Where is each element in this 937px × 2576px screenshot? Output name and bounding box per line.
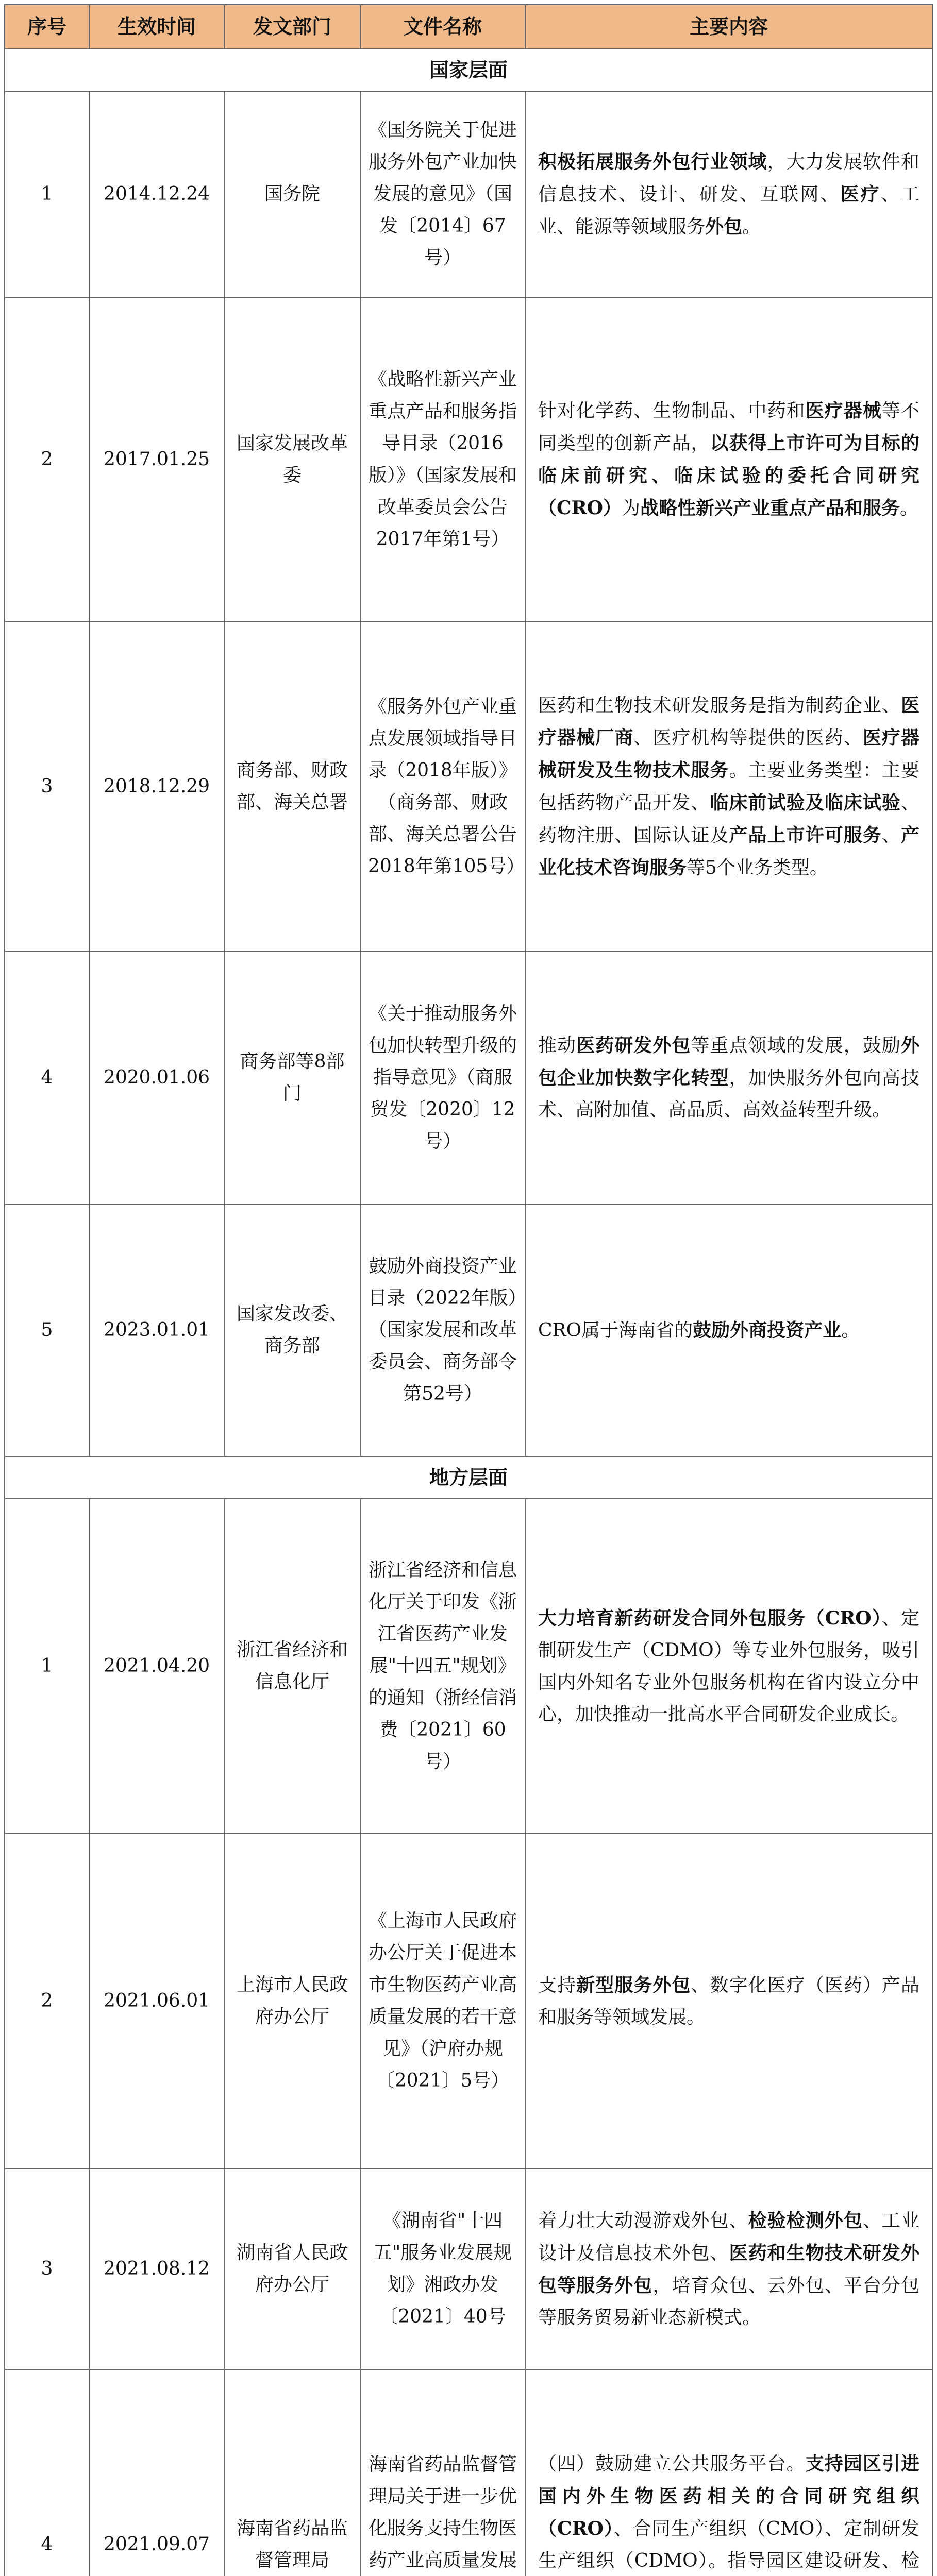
cell-doc: 海南省药品监督管理局关于进一步优化服务支持生物医药产业高质量发展: [360, 2369, 525, 2576]
cell-doc: 《国务院关于促进服务外包产业加快发展的意见》（国发〔2014〕67号）: [360, 91, 525, 297]
table-body: [5, 49, 932, 2576]
content-text: 等5个业务类型。: [687, 857, 828, 878]
cell-doc: 《战略性新兴产业重点产品和服务指导目录（2016版）》（国家发展和改革委员会公告2017年第1号）: [360, 297, 525, 622]
cell-date: 2021.08.12: [89, 2168, 224, 2369]
cell-no: 1: [5, 91, 89, 297]
table-row: [5, 91, 932, 297]
cell-dept: 国务院: [224, 91, 360, 297]
content-text: 为: [621, 498, 640, 519]
cell-doc: 浙江省经济和信息化厅关于印发《浙江省医药产业发展"十四五"规划》的通知（浙经信消费〔2021〕60号）: [360, 1499, 525, 1834]
policy-table: [4, 4, 933, 2576]
highlight-text: 产业化技术咨询服务: [538, 824, 919, 878]
table-row: [5, 1499, 932, 1834]
cell-dept: 浙江省经济和信息化厅: [224, 1499, 360, 1834]
cell-no: 3: [5, 622, 89, 952]
highlight-text: 外包: [705, 215, 743, 238]
content-text: 、药物注册、国际认证及: [538, 792, 919, 846]
content-text: 。主要业务类型：主要包括药物产品开发、: [538, 760, 919, 814]
cell-no: 2: [5, 297, 89, 622]
content-text: 、: [881, 825, 901, 846]
cell-no: 4: [5, 952, 89, 1204]
cell-no: 1: [5, 1499, 89, 1834]
content-text: （四）鼓励建立公共服务平台。: [538, 2453, 806, 2475]
content-text: 针对化学药、生物制品、中药和: [538, 400, 806, 421]
cell-doc: 《服务外包产业重点发展领域指导目录（2018年版）》（商务部、财政部、海关总署公告2018年第105号）: [360, 622, 525, 952]
highlight-text: 新型服务外包: [576, 1974, 691, 1996]
cell-content: [525, 297, 932, 622]
table-row: [5, 2369, 932, 2576]
cell-no: 2: [5, 1834, 89, 2168]
content-text: 支持: [538, 1974, 577, 1996]
highlight-text: 医疗器械: [805, 400, 882, 421]
cell-date: 2020.01.06: [89, 952, 224, 1204]
highlight-text: 以获得上市许可为目标的临床前研究、临床试验的委托合同研究（CRO）: [538, 432, 919, 519]
table-row: [5, 952, 932, 1204]
cell-no: 5: [5, 1204, 89, 1456]
highlight-text: 医疗: [840, 183, 881, 205]
cell-content: [525, 952, 932, 1204]
content-text: 着力壮大动漫游戏外包、: [538, 2210, 748, 2231]
content-text: CRO属于海南省的: [538, 1319, 693, 1341]
content-text: 、数字化医疗（医药）产品和服务等领域发展。: [538, 1974, 919, 2028]
table-header-row: [5, 5, 932, 49]
highlight-text: 医疗器械厂商: [538, 694, 919, 749]
policy-table-sheet: [4, 4, 932, 2576]
table-row: [5, 1834, 932, 2168]
cell-content: [525, 2369, 932, 2576]
header-date: 生效时间: [89, 5, 224, 49]
highlight-text: 战略性新兴产业重点产品和服务: [640, 497, 900, 519]
content-text: 等不同类型的创新产品，: [538, 400, 919, 454]
content-text: 。: [841, 1319, 860, 1341]
content-text: 、工业、能源等领域服务: [538, 183, 919, 238]
cell-no: 3: [5, 2168, 89, 2369]
cell-no: 4: [5, 2369, 89, 2576]
content-text: 、合同生产组织（CMO）、定制研发生产组织（CDMO）。指导园区建设研发、检: [538, 2518, 919, 2571]
highlight-text: 外包企业加快数字化转型: [538, 1035, 919, 1089]
highlight-text: 检验检测外包: [748, 2209, 863, 2231]
content-text: 。: [742, 216, 761, 238]
header-no: 序号: [5, 5, 89, 49]
section-row: [5, 49, 932, 91]
content-text: 等重点领域的发展，鼓励: [691, 1035, 901, 1056]
cell-date: 2023.01.01: [89, 1204, 224, 1456]
cell-dept: 商务部、财政部、海关总署: [224, 622, 360, 952]
header-doc: 文件名称: [360, 5, 525, 49]
highlight-text: 医疗器械研发及生物技术服务: [538, 727, 919, 781]
table-row: [5, 297, 932, 622]
header-content: 主要内容: [525, 5, 932, 49]
cell-doc: 《关于推动服务外包加快转型升级的指导意见》（商服贸发〔2020〕12号）: [360, 952, 525, 1204]
highlight-text: 大力培育新药研发合同外包服务（CRO）: [538, 1607, 882, 1629]
cell-date: 2021.09.07: [89, 2369, 224, 2576]
cell-content: [525, 2168, 932, 2369]
cell-date: 2021.06.01: [89, 1834, 224, 2168]
content-text: 、定制研发生产（CDMO）等专业外包服务，吸引国内外知名专业外包服务机构在省内设立分中心，加快推动一批高水平合同研发企业成长。: [538, 1607, 919, 1725]
table-row: [5, 1204, 932, 1456]
cell-dept: 海南省药品监督管理局: [224, 2369, 360, 2576]
cell-date: 2014.12.24: [89, 91, 224, 297]
content-text: 医药和生物技术研发服务是指为制药企业、: [538, 695, 901, 716]
cell-content: [525, 622, 932, 952]
content-text: ，加快服务外包向高技术、高附加值、高品质、高效益转型升级。: [538, 1067, 919, 1121]
highlight-text: 临床前试验及临床试验: [710, 792, 901, 814]
cell-date: 2017.01.25: [89, 297, 224, 622]
cell-content: [525, 91, 932, 297]
cell-content: [525, 1834, 932, 2168]
section-row: [5, 1456, 932, 1499]
highlight-text: 医药和生物技术研发外包等服务外包: [538, 2242, 919, 2296]
table-row: [5, 622, 932, 952]
section-title: 地方层面: [5, 1456, 932, 1499]
cell-doc: 《上海市人民政府办公厅关于促进本市生物医药产业高质量发展的若干意见》（沪府办规〔2021〕5号）: [360, 1834, 525, 2168]
cell-doc: 鼓励外商投资产业目录（2022年版）（国家发展和改革委员会、商务部令第52号）: [360, 1204, 525, 1456]
content-text: ，大力发展软件和信息技术、设计、研发、互联网、: [538, 151, 919, 205]
cell-dept: 国家发改委、商务部: [224, 1204, 360, 1456]
section-title: 国家层面: [5, 49, 932, 91]
cell-dept: 国家发展改革委: [224, 297, 360, 622]
highlight-text: 鼓励外商投资产业: [693, 1319, 842, 1341]
highlight-text: 积极拓展服务外包行业领域: [538, 150, 767, 173]
content-text: 、工业设计及信息技术外包、: [538, 2210, 919, 2264]
header-dept: 发文部门: [224, 5, 360, 49]
table-row: [5, 2168, 932, 2369]
content-text: 、医疗机构等提供的医药、: [633, 727, 863, 749]
content-text: ，培育众包、云外包、平台分包等服务贸易新业态新模式。: [538, 2275, 919, 2328]
highlight-text: 医药研发外包: [576, 1035, 691, 1056]
cell-dept: 上海市人民政府办公厅: [224, 1834, 360, 2168]
cell-doc: 《湖南省"十四五"服务业发展规划》湘政办发〔2021〕40号: [360, 2168, 525, 2369]
content-text: 推动: [538, 1035, 577, 1056]
cell-content: [525, 1499, 932, 1834]
cell-date: 2021.04.20: [89, 1499, 224, 1834]
cell-date: 2018.12.29: [89, 622, 224, 952]
cell-dept: 商务部等8部门: [224, 952, 360, 1204]
highlight-text: 产品上市许可服务: [729, 824, 882, 846]
content-text: 。: [899, 498, 918, 519]
highlight-text: 支持园区引进国内外生物医药相关的合同研究组织（CRO）: [538, 2452, 919, 2539]
cell-content: [525, 1204, 932, 1456]
cell-dept: 湖南省人民政府办公厅: [224, 2168, 360, 2369]
